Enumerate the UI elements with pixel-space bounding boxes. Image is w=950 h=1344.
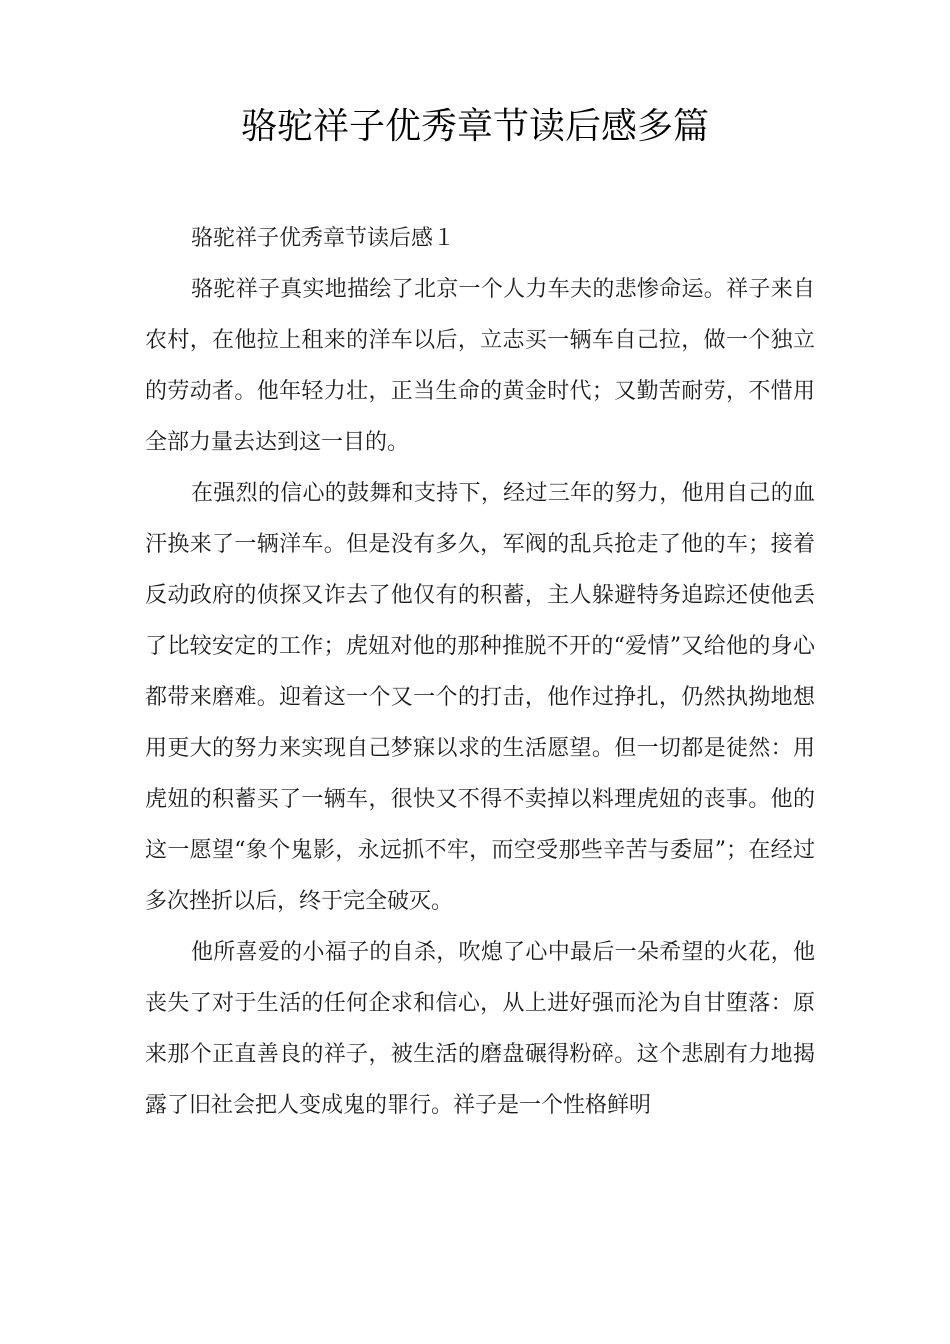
paragraph-2: 在强烈的信心的鼓舞和支持下，经过三年的努力，他用自己的血汗换来了一辆洋车。但是没有多久，军阀的乱兵抢走了他的车；接着反动政府的侦探又诈去了他仅有的积蓄，主人躲避特务追踪还使他丢了比较安定的工作；虎妞对他的那种推脱不开的“爱情”又给他的身心都带来磨难。迎着这一个又一个的打击，他作过挣扎，仍然执拗地想用更大的努力来实现自己梦寐以求的生活愿望。但一切都是徒然：用虎妞的积蓄买了一辆车，很快又不得不卖掉以料理虎妞的丧事。他的这一愿望“象个鬼影，永远抓不牢，而空受那些辛苦与委屈”；在经过多次挫折以后，终于完全破灭。	[145, 481, 815, 914]
paragraph-3: 他所喜爱的小福子的自杀，吹熄了心中最后一朵希望的火花，他丧失了对于生活的任何企求和信心，从上进好强而沦为自甘堕落：原来那个正直善良的祥子，被生活的磨盘碾得粉碎。这个悲剧有力地揭露了旧社会把人变成鬼的罪行。祥子是一个性格鲜明	[145, 940, 815, 1118]
document-body	[145, 213, 815, 1131]
paragraph-1: 骆驼祥子真实地描绘了北京一个人力车夫的悲惨命运。祥子来自农村，在他拉上租来的洋车以后，立志买一辆车自己拉，做一个独立的劳动者。他年轻力壮，正当生命的黄金时代；又勤苦耐劳，不惜用全部力量去达到这一目的。	[145, 277, 815, 455]
document-title: 骆驼祥子优秀章节读后感多篇	[240, 106, 709, 147]
section-heading: 骆驼祥子优秀章节读后感１	[191, 226, 456, 251]
